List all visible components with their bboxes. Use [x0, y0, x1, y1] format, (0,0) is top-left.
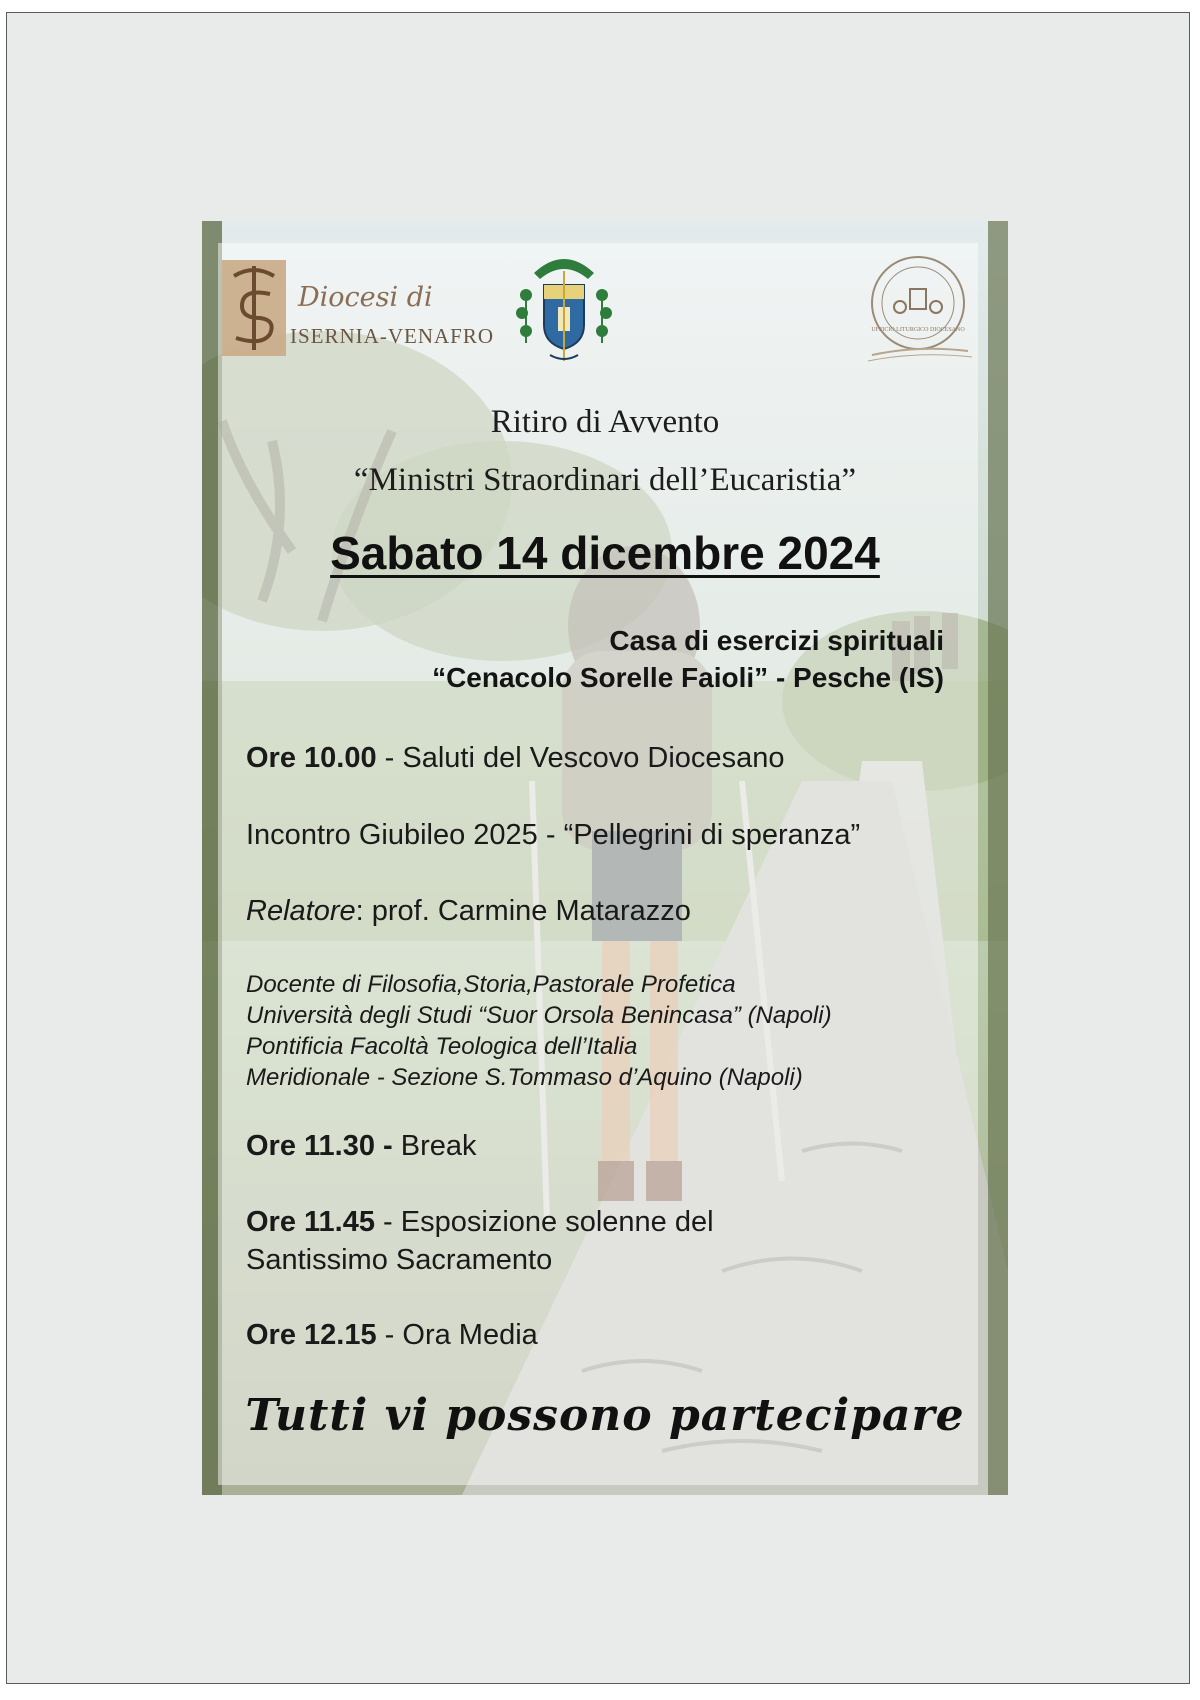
venue-name-location: “Cenacolo Sorelle Faioli” - Pesche (IS): [432, 662, 944, 693]
retreat-subtitle: “Ministri Straordinari dell’Eucaristia”: [353, 462, 857, 498]
diocese-name-script: Diocesi di: [298, 282, 433, 313]
speaker-line: [246, 892, 691, 930]
credential-line: Meridionale - Sezione S.Tommaso d’Aquino (Napoli): [246, 1064, 803, 1091]
schedule-text: - Ora Media: [376, 1319, 538, 1351]
credential-line: Pontificia Facoltà Teologica dell’Italia: [246, 1033, 638, 1060]
bishop-coat-of-arms-icon: [514, 251, 614, 367]
seal-caption: UFFICIO LITURGICO DIOCESANO: [871, 327, 965, 333]
schedule-text: - Esposizione solenne del: [375, 1206, 714, 1238]
diocese-name: ISERNIA-VENAFRO: [290, 324, 494, 348]
credential-line: Università degli Studi “Suor Orsola Benincasa” (Napoli): [246, 1002, 832, 1029]
speaker-label: Relatore: [246, 895, 356, 927]
closing-invitation: Tutti vi possono partecipare: [245, 1390, 965, 1441]
liturgical-office-seal: [858, 251, 978, 367]
schedule-text: - Saluti del Vescovo Diocesano: [376, 742, 785, 774]
retreat-title: Ritiro di Avvento: [490, 404, 720, 440]
venue-block: [432, 622, 944, 696]
schedule-time: Ore 12.15: [246, 1319, 377, 1351]
venue-type: Casa di esercizi spirituali: [609, 625, 944, 656]
schedule-time: Ore 10.00: [246, 742, 377, 774]
schedule-text-continued: Santissimo Sacramento: [246, 1244, 553, 1276]
diocese-logo: [222, 260, 522, 360]
schedule-text: Break: [392, 1130, 477, 1162]
schedule-item-break: [246, 1127, 477, 1165]
schedule-item-welcome: [246, 739, 784, 777]
schedule-item-midday-prayer: [246, 1316, 538, 1354]
schedule-time: Ore 11.45: [246, 1206, 375, 1238]
schedule-time: Ore 11.30 -: [246, 1130, 393, 1162]
diocese-monogram-icon: [222, 260, 286, 356]
event-date: Sabato 14 dicembre 2024: [330, 527, 880, 579]
credential-line: Docente di Filosofia,Storia,Pastorale Profetica: [246, 971, 736, 998]
speaker-name: : prof. Carmine Matarazzo: [355, 895, 691, 927]
speaker-credentials: [246, 969, 832, 1093]
schedule-meeting: Incontro Giubileo 2025 - “Pellegrini di speranza”: [246, 819, 861, 851]
schedule-item-adoration: [246, 1203, 714, 1279]
